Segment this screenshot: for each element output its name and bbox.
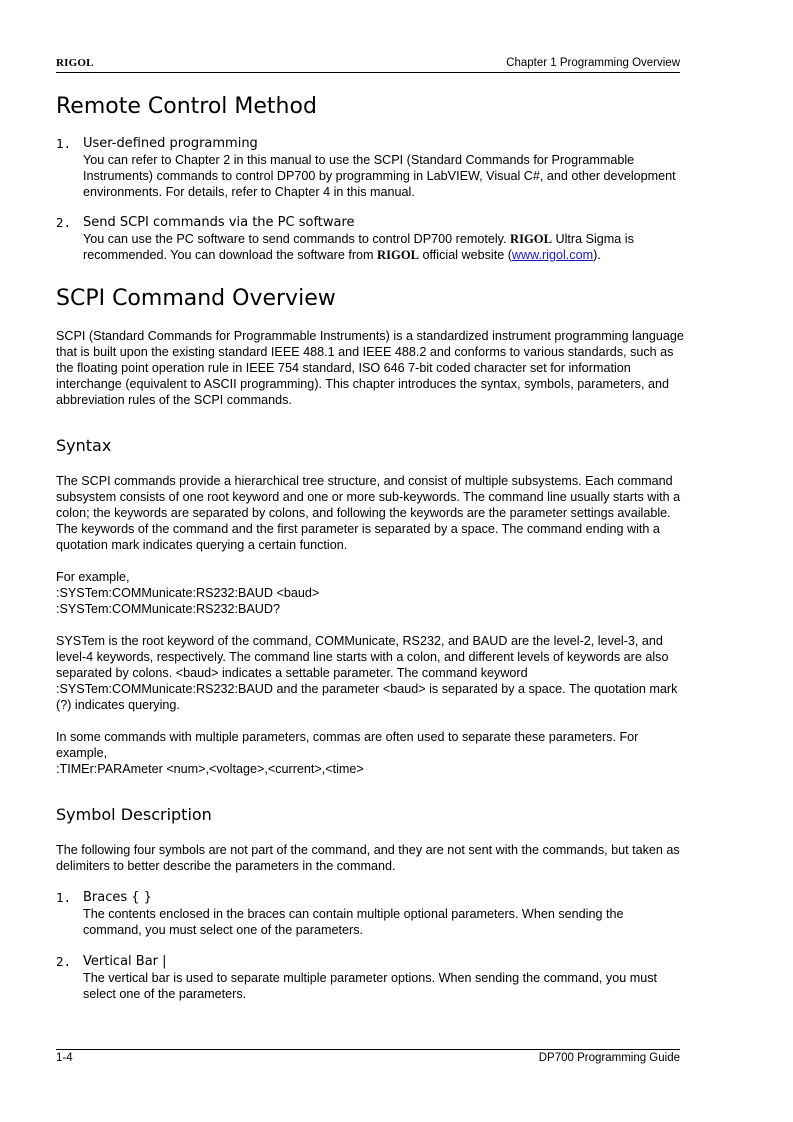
- chapter-title: Chapter 1 Programming Overview: [506, 57, 680, 69]
- body-text: ).: [593, 248, 601, 262]
- list-item-body: [83, 231, 684, 263]
- section-title-scpi-overview: SCPI Command Overview: [56, 286, 336, 311]
- subsection-title-symbol-description: Symbol Description: [56, 805, 212, 824]
- list-item-title: Vertical Bar |: [83, 954, 167, 969]
- example-command: :SYSTem:COMMunicate:RS232:BAUD?: [56, 602, 280, 616]
- list-item-title: Send SCPI commands via the PC software: [83, 215, 355, 230]
- footer-divider: [56, 1049, 680, 1050]
- list-item-title: Braces { }: [83, 890, 152, 905]
- body-text: Ultra Sigma is recommended. You can download the software from: [83, 232, 634, 262]
- list-item: [56, 890, 684, 938]
- body-text: official website (: [419, 248, 512, 262]
- guide-title: DP700 Programming Guide: [538, 1052, 680, 1064]
- syntax-paragraph: SYSTem is the root keyword of the command, COMMunicate, RS232, and BAUD are the level-2, level-3, and level-4 keywords, respectively. The command line starts with a colon, and different levels of keywords are also separated by colons. <baud> indicates a settable parameter. The command keyword :SYSTem:COMMunicate:RS232:BAUD and the parameter <baud> is separated by a space. The quotation mark (?) indicates querying.: [56, 634, 678, 712]
- syntax-paragraph: The SCPI commands provide a hierarchical tree structure, and consist of multiple subsystems. Each command subsystem consists of one root keyword and one or more sub-keywords. The command line usually starts with a colon; the keywords are separated by colons, and following the keywords are the parameter settings available. The keywords of the command and the first parameter is separated by a space. The command ending with a quotation mark indicates querying a certain function.: [56, 474, 681, 552]
- symbol-intro-paragraph: The following four symbols are not part of the command, and they are not sent with the commands, but taken as delimiters to better describe the parameters in the command.: [56, 843, 680, 873]
- page-number: 1-4: [56, 1052, 73, 1064]
- list-item-title: User-defined programming: [83, 136, 258, 151]
- list-item-body: You can refer to Chapter 2 in this manual to use the SCPI (Standard Commands for Programmable Instruments) commands to control DP700 by programming in LabVIEW, Visual C#, and other development environments. For details, refer to Chapter 4 in this manual.: [83, 153, 676, 199]
- list-item-body: The vertical bar is used to separate multiple parameter options. When sending the command, you must select one of the parameters.: [83, 971, 658, 1001]
- brand-logo: RIGOL: [56, 57, 94, 69]
- list-number: 1.: [56, 890, 72, 905]
- syntax-paragraph: In some commands with multiple parameters, commas are often used to separate these parameters. For example,: [56, 730, 639, 760]
- section-title-remote-control: Remote Control Method: [56, 94, 317, 119]
- page-content: [56, 92, 684, 1002]
- brand-inline: RIGOL: [510, 232, 553, 246]
- body-text: You can use the PC software to send commands to control DP700 remotely.: [83, 232, 511, 246]
- overview-paragraph: SCPI (Standard Commands for Programmable Instruments) is a standardized instrument programming language that is built upon the existing standard IEEE 488.1 and IEEE 488.2 and conforms to various standards, such as the floating point operation rule in IEEE 754 standard, ISO 646 7-bit coded character set for information interchange (equivalent to ASCII programming). This chapter introduces the syntax, symbols, parameters, and abbreviation rules of the SCPI commands.: [56, 329, 684, 407]
- brand-inline: RIGOL: [377, 248, 420, 262]
- website-link[interactable]: www.rigol.com: [511, 248, 594, 262]
- page-header: [56, 57, 680, 73]
- list-number: 2.: [56, 954, 72, 969]
- subsection-title-syntax: Syntax: [56, 436, 112, 455]
- example-label: For example,: [56, 570, 130, 584]
- list-item: [56, 215, 684, 263]
- example-command: :SYSTem:COMMunicate:RS232:BAUD <baud>: [56, 586, 320, 600]
- list-item: [56, 954, 684, 1002]
- list-number: 2.: [56, 215, 72, 230]
- list-number: 1.: [56, 136, 72, 151]
- example-command: :TIMEr:PARAmeter <num>,<voltage>,<current>,<time>: [56, 762, 364, 776]
- list-item: [56, 136, 684, 200]
- list-item-body: The contents enclosed in the braces can contain multiple optional parameters. When sending the command, you must select one of the parameters.: [83, 907, 624, 937]
